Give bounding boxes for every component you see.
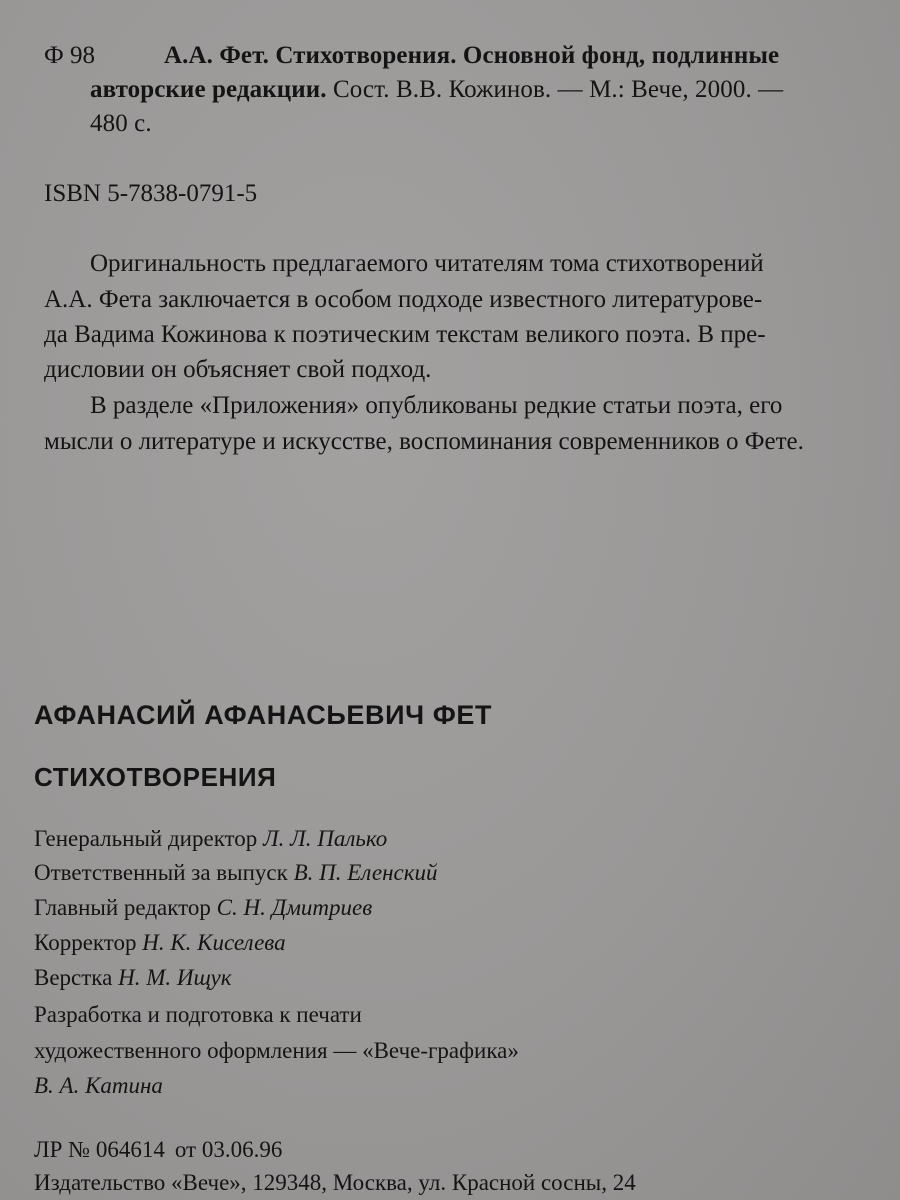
credit-role: Корректор [34,930,137,955]
book-title: СТИХОТВОРЕНИЯ [34,762,277,792]
design-credit-name: В. А. Катина [34,1073,163,1098]
annotation-line: мысли о литературе и искусстве, воспоминания современников о Фете. [44,428,804,455]
design-credit-line: Разработка и подготовка к печати [34,1002,362,1027]
credit-line [34,826,387,852]
credit-line [34,965,232,991]
catalog-imprint: Сост. В.В. Кожинов. — М.: Вече, 2000. — [332,76,784,103]
credit-name: Н. М. Ищук [118,965,232,990]
license-number: ЛР № 064614 [34,1137,165,1162]
credit-line [34,930,286,956]
credit-line [34,895,372,921]
catalog-imprint-line [90,76,783,104]
isbn: ISBN 5-7838-0791-5 [44,180,258,207]
publisher-address: Издательство «Вече», 129348, Москва, ул. Красной сосны, 24 [34,1170,636,1195]
catalog-pages: 480 с. [90,110,152,137]
credit-role: Ответственный за выпуск [34,860,288,885]
design-credit-line: художественного оформления — «Вече-графика» [34,1038,519,1063]
catalog-code: Ф 98 [44,42,96,69]
license-date: от 03.06.96 [174,1137,283,1162]
credit-line [34,860,437,886]
annotation-line: дисловии он объясняет свой подход. [44,356,432,383]
annotation-line: Оригинальность предлагаемого читателям тома стихотворений [90,250,764,277]
annotation-line: В разделе «Приложения» опубликованы редкие статьи поэта, его [90,392,783,419]
credit-name: С. Н. Дмитриев [216,895,373,920]
annotation-line: да Вадима Кожинова к поэтическим текстам великого поэта. В пре- [44,321,766,348]
credit-name: В. П. Еленский [293,860,438,885]
credit-role: Главный редактор [34,895,211,920]
credit-name: Л. Л. Палько [263,826,388,851]
author-name: АФАНАСИЙ АФАНАСЬЕВИЧ ФЕТ [34,700,493,730]
license-line [34,1137,282,1163]
catalog-title-end: авторские редакции. [90,76,327,103]
credit-role: Верстка [34,965,113,990]
catalog-title-line: А.А. Фет. Стихотворения. Основной фонд, подлинные [164,42,780,69]
credit-role: Генеральный директор [34,826,258,851]
annotation-line: А.А. Фета заключается в особом подходе известного литературове- [44,286,763,313]
credit-name: Н. К. Киселева [142,930,286,955]
